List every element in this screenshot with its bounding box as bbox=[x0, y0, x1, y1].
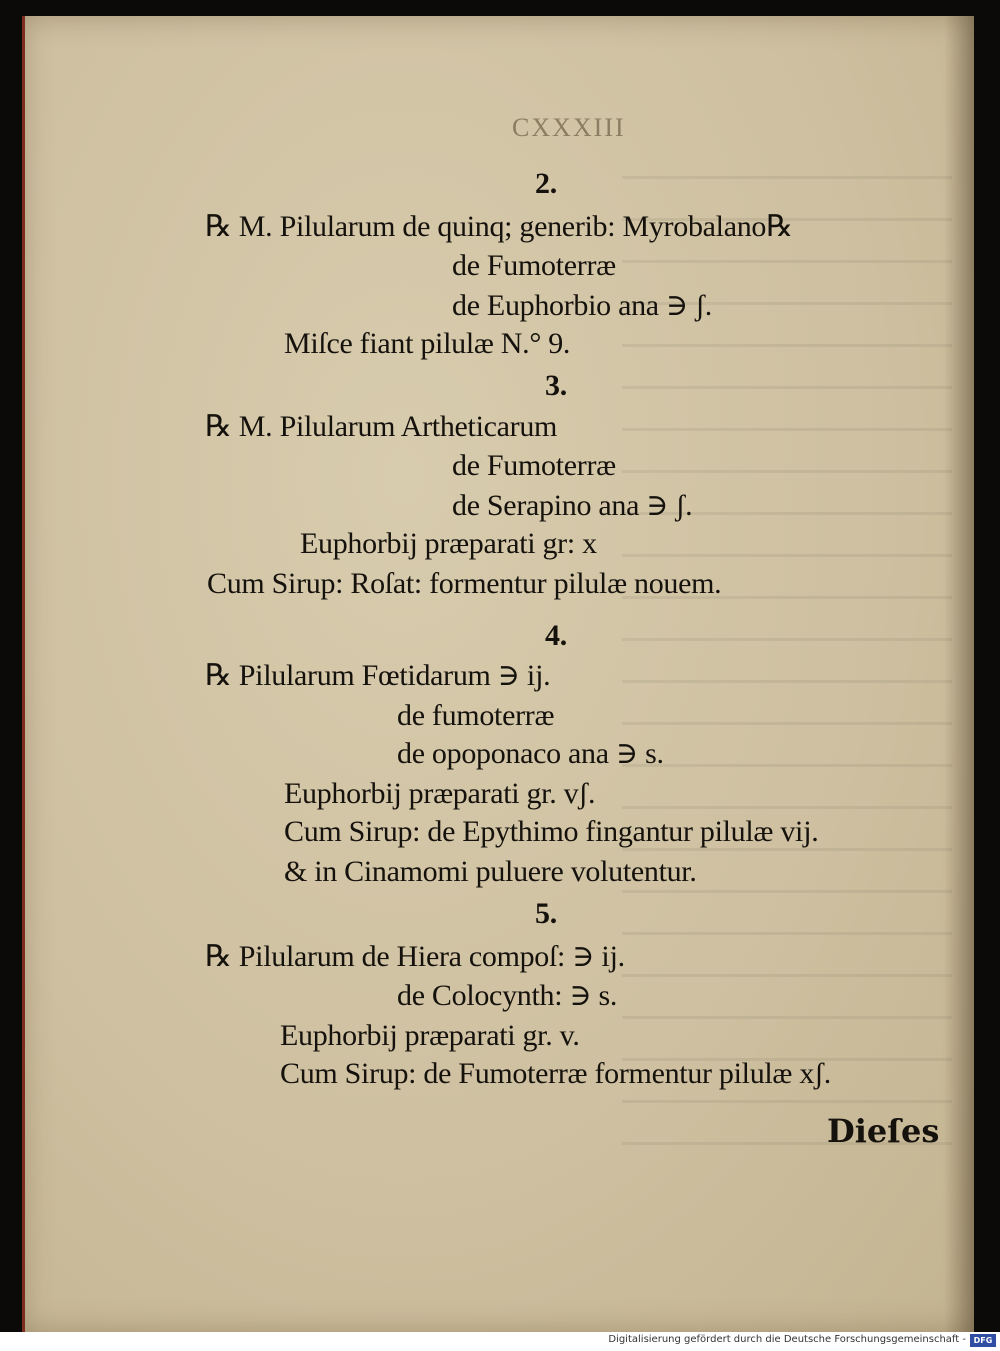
digitization-footer bbox=[0, 1332, 1000, 1351]
text-line: Cum Sirup: de Fumoterræ formentur pilulæ xʃ. bbox=[280, 1057, 831, 1090]
text-line: de Fumoterræ bbox=[452, 249, 616, 282]
text-line: ℞ Pilularum Fœtidarum ∋ ĳ. bbox=[205, 659, 551, 692]
scanned-page bbox=[22, 16, 974, 1332]
text-line: de opoponaco ana ∋ s. bbox=[397, 737, 664, 770]
text-line: de Euphorbio ana ∋ ʃ. bbox=[452, 289, 712, 322]
footer-credit-text: Digitalisierung gefördert durch die Deutsche Forschungsgemeinschaft - bbox=[608, 1334, 966, 1345]
catchword: Dieſes bbox=[827, 1112, 940, 1150]
show-through-texture bbox=[622, 176, 952, 1176]
faint-page-header: CXXXIII bbox=[512, 113, 626, 142]
text-line: de Fumoterræ bbox=[452, 449, 616, 482]
text-line: Cum Sirup: de Epythimo fingantur pilulæ vĳ. bbox=[284, 815, 819, 848]
text-line: de Colocynth: ∋ s. bbox=[397, 979, 618, 1012]
page-edge-shadow bbox=[944, 16, 974, 1332]
text-line: ℞ M. Pilularum Artheticarum bbox=[205, 410, 558, 443]
section-number: 5. bbox=[535, 897, 557, 930]
section-number: 4. bbox=[545, 619, 567, 652]
dfg-logo: DFG bbox=[970, 1334, 996, 1347]
text-line: Cum Sirup: Roſat: formentur pilulæ nouem. bbox=[207, 567, 722, 600]
text-line: Euphorbĳ præparati gr. v. bbox=[280, 1019, 580, 1052]
text-line: Miſce fiant pilulæ N.° 9. bbox=[284, 327, 571, 360]
text-line: ℞ M. Pilularum de quinq; generib: Myrobalano℞ bbox=[205, 210, 793, 243]
section-number: 2. bbox=[535, 167, 557, 200]
text-line: de fumoterræ bbox=[397, 699, 555, 732]
text-line: Euphorbĳ præparati gr. vʃ. bbox=[284, 777, 596, 810]
text-line: de Serapino ana ∋ ʃ. bbox=[452, 489, 693, 522]
page-left-border bbox=[22, 16, 25, 1332]
text-line: ℞ Pilularum de Hiera compoſ: ∋ ĳ. bbox=[205, 940, 625, 973]
section-number: 3. bbox=[545, 369, 567, 402]
text-line: & in Cinamomi puluere volutentur. bbox=[284, 855, 697, 888]
text-line: Euphorbĳ præparati gr: x bbox=[300, 527, 597, 560]
